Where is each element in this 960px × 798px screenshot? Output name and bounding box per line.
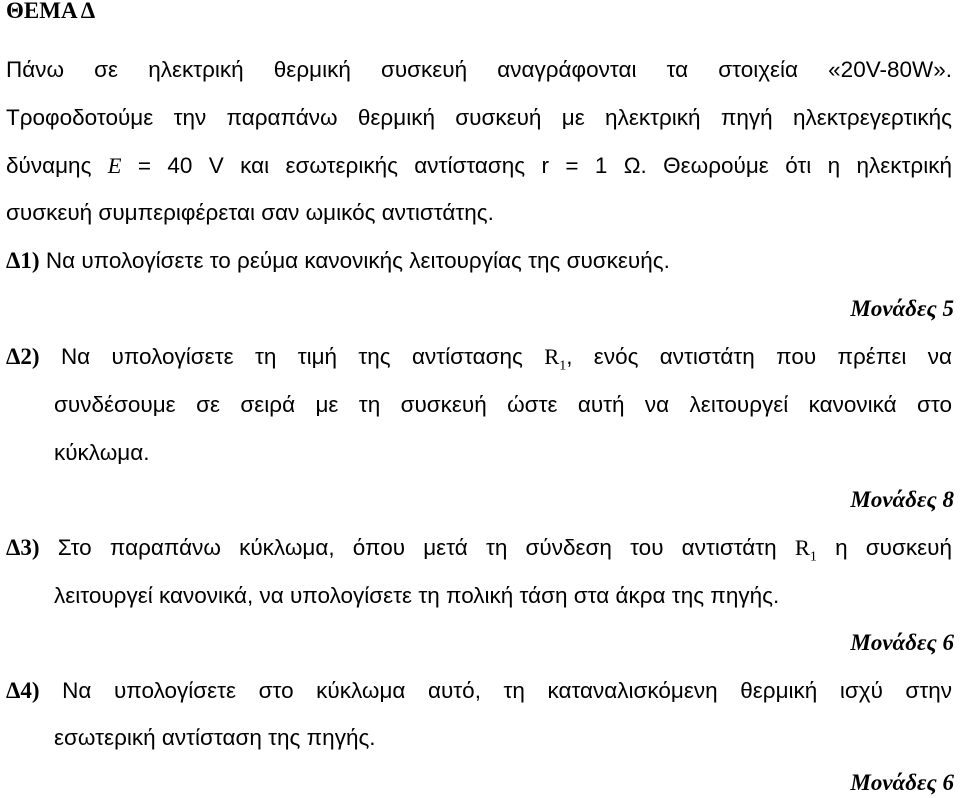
question-d3-points: Μονάδες 6 bbox=[850, 630, 954, 655]
question-d1-label: Δ1) bbox=[6, 248, 40, 273]
intro-line-2: Τροφοδοτούμε την παραπάνω θερμική συσκευή με ηλεκτρική πηγή ηλεκτρεγερτικής bbox=[6, 105, 952, 130]
resistor-symbol bbox=[544, 344, 567, 374]
resistor-letter: R bbox=[794, 535, 810, 560]
resistor-symbol bbox=[794, 535, 817, 565]
question-d4-label: Δ4) bbox=[6, 678, 40, 703]
question-d4-text: Να υπολογίσετε στο κύκλωμα αυτό, τη καταναλισκόμενη θερμική ισχύ στην bbox=[62, 678, 952, 703]
question-d4-line-1 bbox=[6, 676, 952, 706]
resistor-subscript: 1 bbox=[559, 358, 567, 374]
question-d2-points: Μονάδες 8 bbox=[850, 487, 954, 512]
intro-line-3-end: = 40 V και εσωτερικής αντίστασης r = 1 Ω. Θεωρούμε ότι η ηλεκτρική bbox=[137, 153, 952, 178]
intro-line-3-start: δύναμης bbox=[6, 153, 92, 178]
question-d4-points: Μονάδες 6 bbox=[850, 770, 954, 795]
intro-line-4: συσκευή συμπεριφέρεται σαν ωμικός αντιστάτης. bbox=[6, 200, 494, 225]
question-d2-line-2: συνδέσουμε σε σειρά με τη συσκευή ώστε αυτή να λειτουργεί κανονικά στο bbox=[54, 392, 952, 417]
question-d2-text-start: Να υπολογίσετε τη τιμή της αντίστασης bbox=[60, 344, 523, 369]
question-d1-points: Μονάδες 5 bbox=[850, 296, 954, 321]
question-d3-line-1 bbox=[6, 533, 952, 563]
question-d2-label: Δ2) bbox=[6, 344, 40, 369]
question-d3-line-2: λειτουργεί κανονικά, να υπολογίσετε τη πολική τάση στα άκρα της πηγής. bbox=[54, 583, 780, 608]
intro-line-1: Πάνω σε ηλεκτρική θερμική συσκευή αναγράφονται τα στοιχεία «20V-80W». bbox=[6, 57, 952, 82]
question-d3-text-start: Στο παραπάνω κύκλωμα, όπου μετά τη σύνδεση του αντιστάτη bbox=[57, 535, 777, 560]
question-d1-text: Να υπολογίσετε το ρεύμα κανονικής λειτουργίας της συσκευής. bbox=[45, 248, 670, 273]
question-d4-line-2: εσωτερική αντίσταση της πηγής. bbox=[54, 725, 376, 750]
question-d1 bbox=[6, 246, 670, 276]
question-d3-text-end: η συσκευή bbox=[835, 535, 952, 560]
section-title: ΘΕΜΑ Δ bbox=[6, 0, 96, 23]
question-d2-text-end: , ενός αντιστάτη που πρέπει να bbox=[566, 344, 952, 369]
emf-symbol: E bbox=[107, 153, 122, 178]
question-d2-line-3: κύκλωμα. bbox=[54, 440, 150, 465]
resistor-letter: R bbox=[544, 344, 560, 369]
question-d3-label: Δ3) bbox=[6, 535, 40, 560]
resistor-subscript: 1 bbox=[809, 549, 817, 565]
question-d2-line-1 bbox=[6, 342, 952, 372]
intro-line-3 bbox=[6, 151, 952, 181]
